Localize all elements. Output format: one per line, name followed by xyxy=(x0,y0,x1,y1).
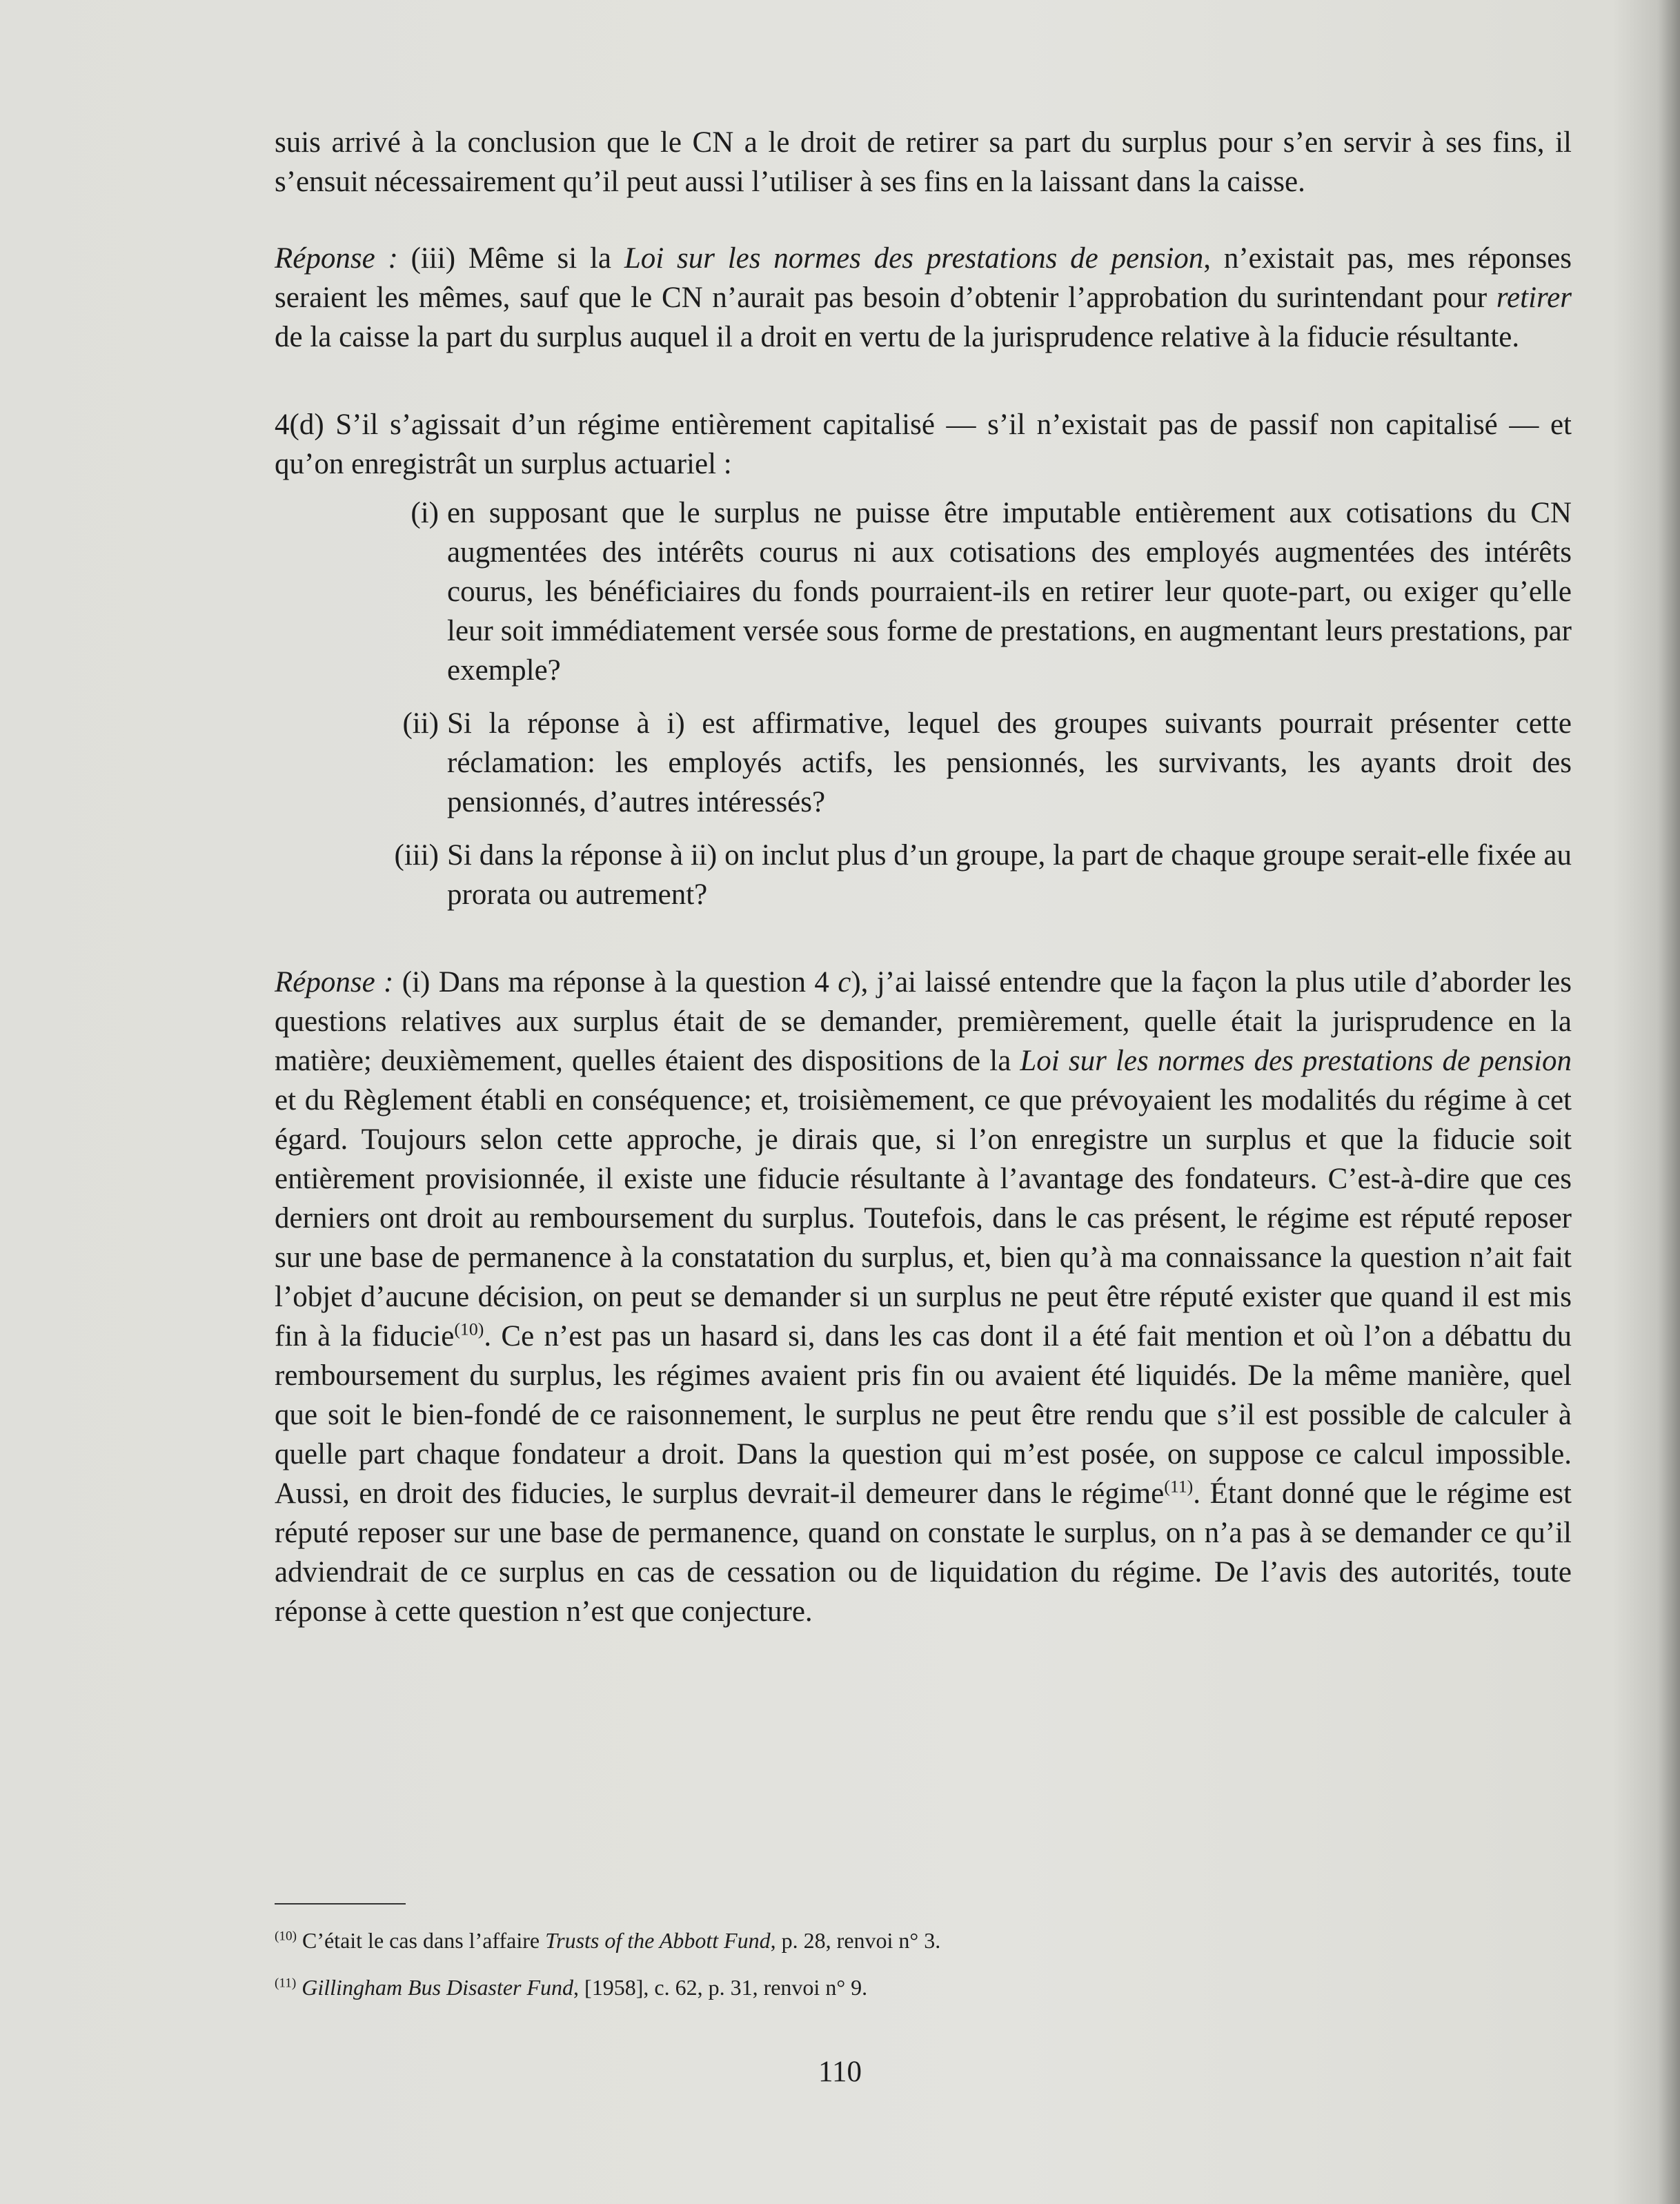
law-title: Loi sur les normes des prestations de pension xyxy=(624,242,1204,275)
body-text xyxy=(275,123,1572,1631)
footnote-ref-11[interactable]: (11) xyxy=(1164,1476,1194,1497)
answer-iii-paragraph: Réponse : (iii) Même si la Loi sur les normes des prestations de pension, n’existait pas, mes réponses seraient les mêmes, sauf que le CN n’aurait pas besoin d’obtenir l’approbation du surintendant pour retirer de la caisse la part du surplus auquel il a droit en vertu de la jurisprudence relative à la fiducie résultante. xyxy=(275,242,1572,353)
continuation-paragraph: suis arrivé à la conclusion que le CN a le droit de retirer sa part du surplus pour s’en servir à ses fins, il s’ensuit nécessairement qu’il peut aussi l’utiliser à ses fins en la laissant dans la caisse. xyxy=(275,126,1572,198)
case-title: Gillingham Bus Disaster Fund xyxy=(302,1975,574,2000)
page-number: 110 xyxy=(818,2056,862,2088)
answer-label: Réponse : xyxy=(275,242,398,275)
footnote-divider xyxy=(275,1903,406,1905)
item-number: (iii) xyxy=(394,839,439,872)
footnote-10: $^{(10)}$ C’était le cas dans l’affaire Trusts of the Abbott Fund, p. 28, renvoi n° 3. xyxy=(275,1928,941,1953)
item-text: en supposant que le surplus ne puisse être imputable entièrement aux cotisations du CN augmentées des intérêts courus ni aux cotisations des employés augmentées des intérêts courus, les bénéficiaires du fonds pourraient-ils en retirer leur quote-part, ou exiger qu’elle leur soit immédiatement versée sous forme de prestations, en augmentant leurs prestations, par exemple? xyxy=(447,497,1572,687)
answer-i-paragraph: Réponse : (i) Dans ma réponse à la question 4 c), j’ai laissé entendre que la façon la plus utile d’aborder les questions relatives aux surplus était de se demander, premièrement, quelle était la jurisprudence en la matière; deuxièmement, quelles étaient des dispositions de la Loi sur les normes des prestations de pension et du Règlement établi en conséquence; et, troisièmement, ce que prévoyaient les modalités du régime à cet égard. Toujours selon cette approche, je dirais que, si l’on enregistre un surplus et que la fiducie soit entièrement provisionnée, il existe une fiducie résultante à l’avantage des fondateurs. C’est-à-dire que ces derniers ont droit au remboursement du surplus. Toutefois, dans le cas présent, le régime est réputé reposer sur une base de permanence à la constatation du surplus, et, bien qu’à ma connaissance la question n’ait fait l’objet d’aucune décision, on peut se demander si un surplus ne peut être réputé exister que quand il est mis fin à la fiducie$^{(10)}$. Ce n’est pas un hasard si, dans les cas dont il a été fait mention et où l’on a débattu du remboursement du surplus, les régimes avaient pris fin ou avaient été liquidés. De la même manière, quel que soit le bien-fondé de ce raisonnement, le surplus ne peut être rendu que s’il est possible de calculer à quelle part chaque fondateur a droit. Dans la question qui m’est posée, on suppose ce calcul impossible. Aussi, en droit des fiducies, le surplus devrait-il demeurer dans le régime$^{(11)}$. Étant donné que le régime est réputé reposer sur une base de permanence, quand on constate le surplus, on n’a pas à se demander ce qu’il adviendrait de ce surplus en cas de cessation ou de liquidation du régime. De l’avis des autorités, toute réponse à cette question n’est que conjecture. xyxy=(275,966,1572,1628)
question-item xyxy=(275,836,1572,914)
answer-label: Réponse : xyxy=(275,966,394,998)
case-title: Trusts of the Abbott Fund xyxy=(545,1928,771,1953)
book-spine-shadow xyxy=(1658,0,1680,2204)
question-item xyxy=(275,493,1572,690)
law-title: Loi sur les normes des prestations de pension xyxy=(1020,1045,1572,1077)
item-number: (i) xyxy=(411,497,439,529)
footnote-11: $^{(11)}$ Gillingham Bus Disaster Fund, [1958], c. 62, p. 31, renvoi n° 9. xyxy=(275,1975,868,2000)
item-number: (ii) xyxy=(402,707,439,740)
retirer-emphasis: retirer xyxy=(1496,282,1572,314)
question-item xyxy=(275,704,1572,822)
footnotes xyxy=(275,1925,1572,2019)
item-text: Si dans la réponse à ii) on inclut plus d’un groupe, la part de chaque groupe serait-elle fixée au prorata ou autrement? xyxy=(447,839,1572,911)
question-4d-intro: 4(d) S’il s’agissait d’un régime entièrement capitalisé — s’il n’existait pas de passif non capitalisé — et qu’on enregistrât un surplus actuariel : xyxy=(275,409,1572,480)
item-text: Si la réponse à i) est affirmative, lequel des groupes suivants pourrait présenter cette réclamation: les employés actifs, les pensionnés, les survivants, les ayants droit des pensionnés, d’autres intéressés? xyxy=(447,707,1572,818)
footnote-ref-10[interactable]: (10) xyxy=(454,1319,484,1339)
